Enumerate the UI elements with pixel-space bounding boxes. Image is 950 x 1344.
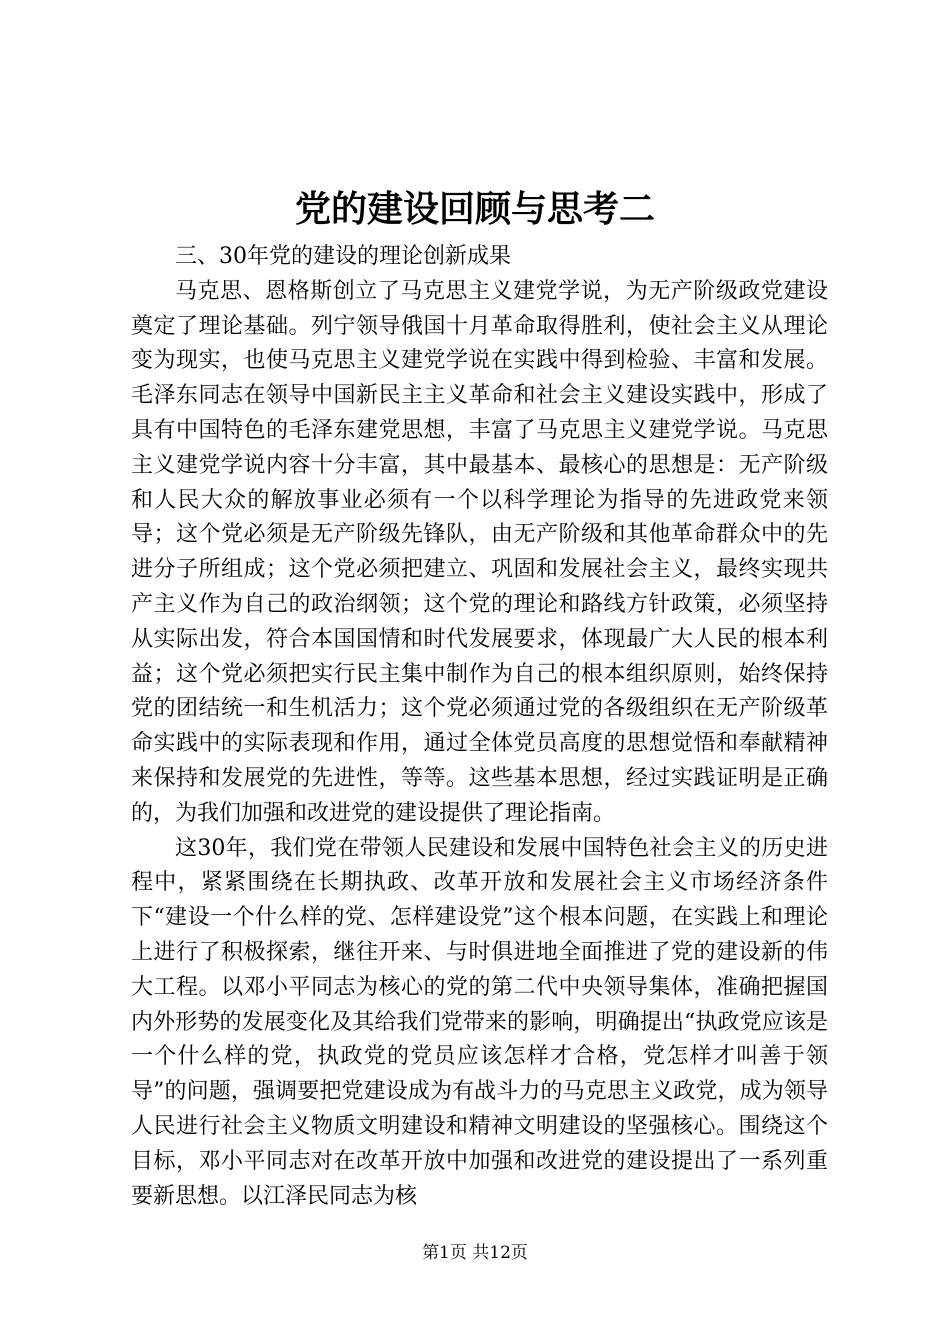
- section-heading: 三、30年党的建设的理论创新成果: [175, 244, 511, 269]
- body-paragraph: 这30年，我们党在带领人民建设和发展中国特色社会主义的历史进程中，紧紧围绕在长期执政、改革开放和发展社会主义市场经济条件下“建设一个什么样的党、怎样建设党”这个根本问题，在实践上和理论上进行了积极探索，继往开来、与时俱进地全面推进了党的建设新的伟大工程。以邓小平同志为核心的党的第二代中央领导集体，准确把握国内外形势的发展变化及其给我们党带来的影响，明确提出“执政党应该是一个什么样的党，执政党的党员应该怎样才合格，党怎样才叫善于领导”的问题，强调要把党建设成为有战斗力的马克思主义政党，成为领导人民进行社会主义物质文明建设和精神文明建设的坚强核心。围绕这个目标，邓小平同志对在改革开放中加强和改进党的建设提出了一系列重要新思想。以江泽民同志为核: [131, 835, 828, 1209]
- body-paragraph: 马克思、恩格斯创立了马克思主义建党学说，为无产阶级政党建设奠定了理论基础。列宁领导俄国十月革命取得胜利，使社会主义从理论变为现实，也使马克思主义建党学说在实践中得到检验、丰富和发展。毛泽东同志在领导中国新民主主义革命和社会主义建设实践中，形成了具有中国特色的毛泽东建党思想，丰富了马克思主义建党学说。马克思主义建党学说内容十分丰富，其中最基本、最核心的思想是：无产阶级和人民大众的解放事业必须有一个以科学理论为指导的先进政党来领导；这个党必须是无产阶级先锋队，由无产阶级和其他革命群众中的先进分子所组成；这个党必须把建立、巩固和发展社会主义，最终实现共产主义作为自己的政治纲领；这个党的理论和路线方针政策，必须坚持从实际出发，符合本国国情和时代发展要求，体现最广大人民的根本利益；这个党必须把实行民主集中制作为自己的根本组织原则，始终保持党的团结统一和生机活力；这个党必须通过党的各级组织在无产阶级革命实践中的实际表现和作用，通过全体党员高度的思想觉悟和奉献精神来保持和发展党的先进性，等等。这些基本思想，经过实践证明是正确的，为我们加强和改进党的建设提供了理论指南。: [131, 278, 828, 826]
- page-footer: 第1页 共12页: [422, 1243, 528, 1263]
- document-body: [131, 240, 828, 1214]
- document-title: 党的建设回顾与思考二: [294, 188, 655, 230]
